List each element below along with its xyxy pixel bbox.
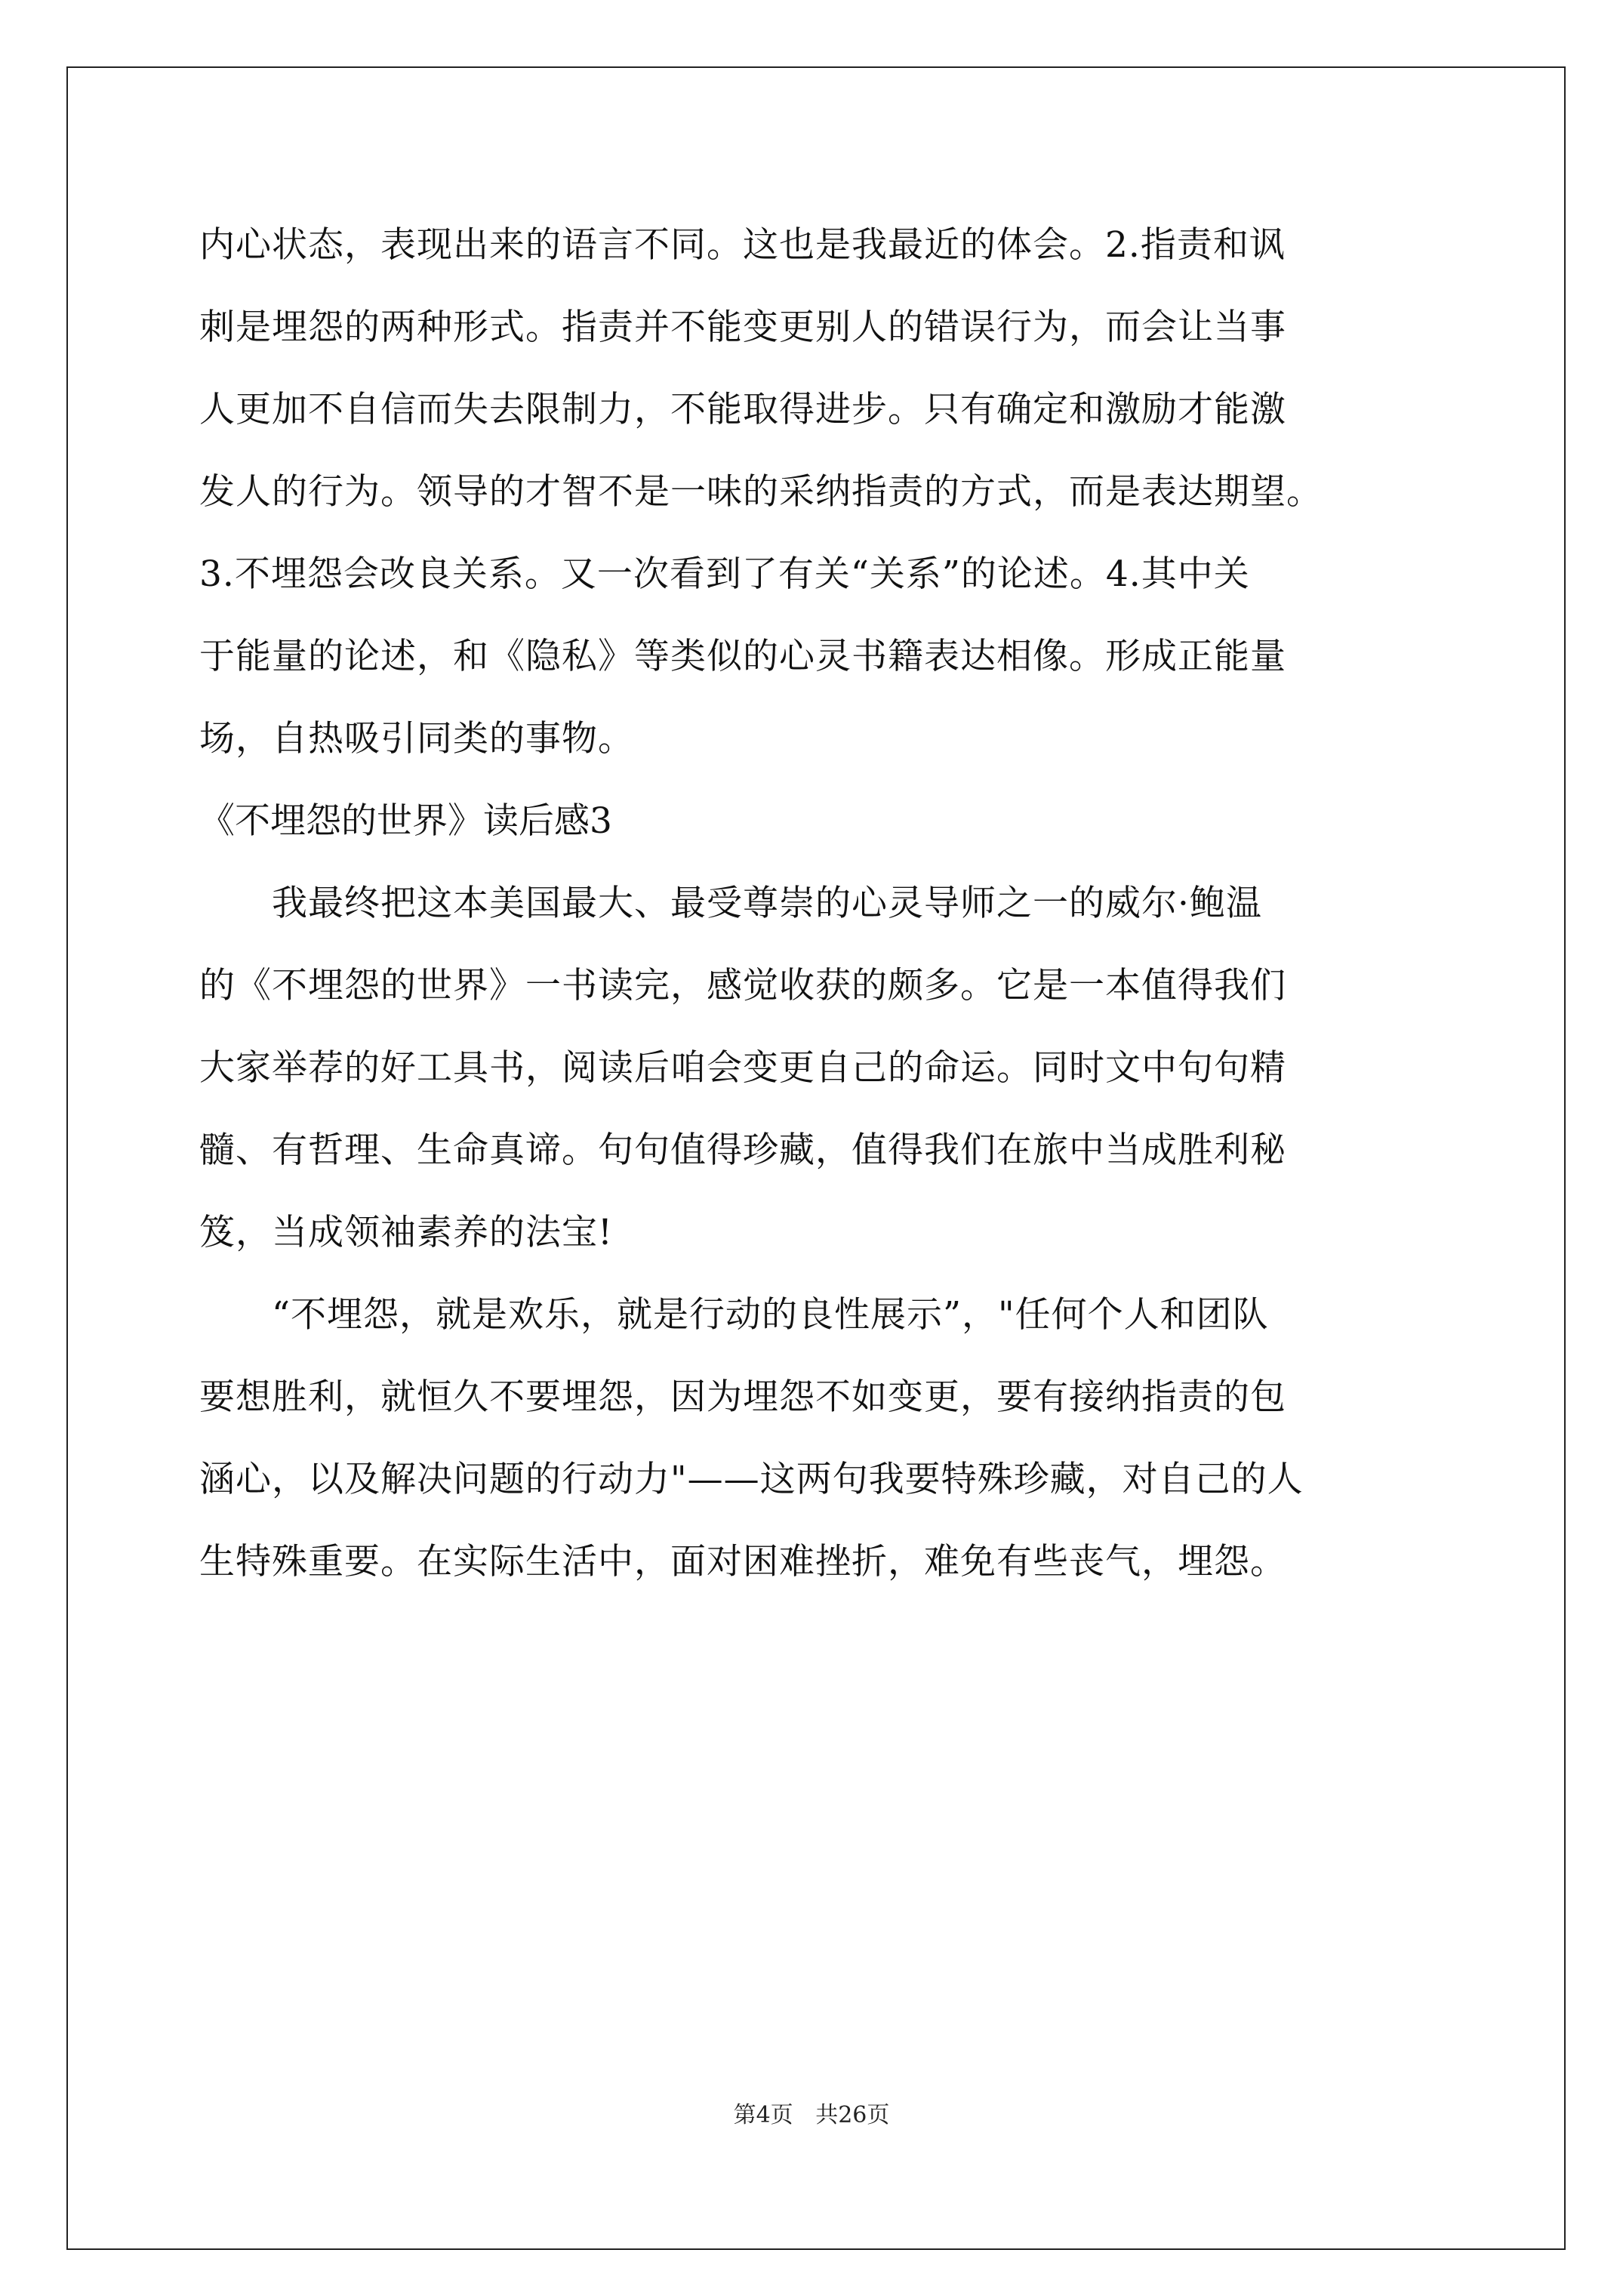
page-number: 第4页	[733, 2102, 793, 2128]
section-title: 《不埋怨的世界》读后感3	[199, 800, 612, 842]
text-line: 场，自热吸引同类的事物。	[199, 718, 634, 760]
page-total: 共26页	[815, 2102, 890, 2128]
text-line: 笈，当成领袖素养的法宝!	[199, 1212, 613, 1253]
text-line: 大家举荐的好工具书，阅读后咱会变更自己的命运。同时文中句句精	[199, 1047, 1286, 1089]
text-line: 于能量的论述，和《隐私》等类似的心灵书籍表达相像。形成正能量	[199, 636, 1286, 677]
text-line: 刺是埋怨的两种形式。指责并不能变更别人的错误行为，而会让当事	[199, 307, 1286, 348]
text-line: 髓、有哲理、生命真谛。句句值得珍藏，值得我们在旅中当成胜利秘	[199, 1130, 1286, 1171]
page-footer	[0, 2100, 1623, 2131]
text-line: 发人的行为。领导的才智不是一味的采纳指责的方式，而是表达期望。	[199, 471, 1323, 513]
text-line: 我最终把这本美国最大、最受尊崇的心灵导师之一的威尔·鲍温	[272, 883, 1262, 924]
text-line: 要想胜利，就恒久不要埋怨，因为埋怨不如变更，要有接纳指责的包	[199, 1376, 1286, 1418]
text-line: 的《不埋怨的世界》一书读完，感觉收获的颇多。它是一本值得我们	[199, 965, 1286, 1006]
text-line: 3.不埋怨会改良关系。又一次看到了有关“关系”的论述。4.其中关	[199, 553, 1250, 595]
text-line: 生特殊重要。在实际生活中，面对困难挫折，难免有些丧气，埋怨。	[199, 1541, 1286, 1583]
document-body	[199, 204, 1437, 1603]
text-line: 涵心，以及解决问题的行动力"——这两句我要特殊珍藏，对自己的人	[199, 1459, 1304, 1500]
text-line: “不埋怨，就是欢乐，就是行动的良性展示”，"任何个人和团队	[272, 1294, 1269, 1336]
text-line: 人更加不自信而失去限制力，不能取得进步。只有确定和激励才能激	[199, 389, 1286, 430]
text-line: 内心状态，表现出来的语言不同。这也是我最近的体会。2.指责和讽	[199, 224, 1286, 266]
